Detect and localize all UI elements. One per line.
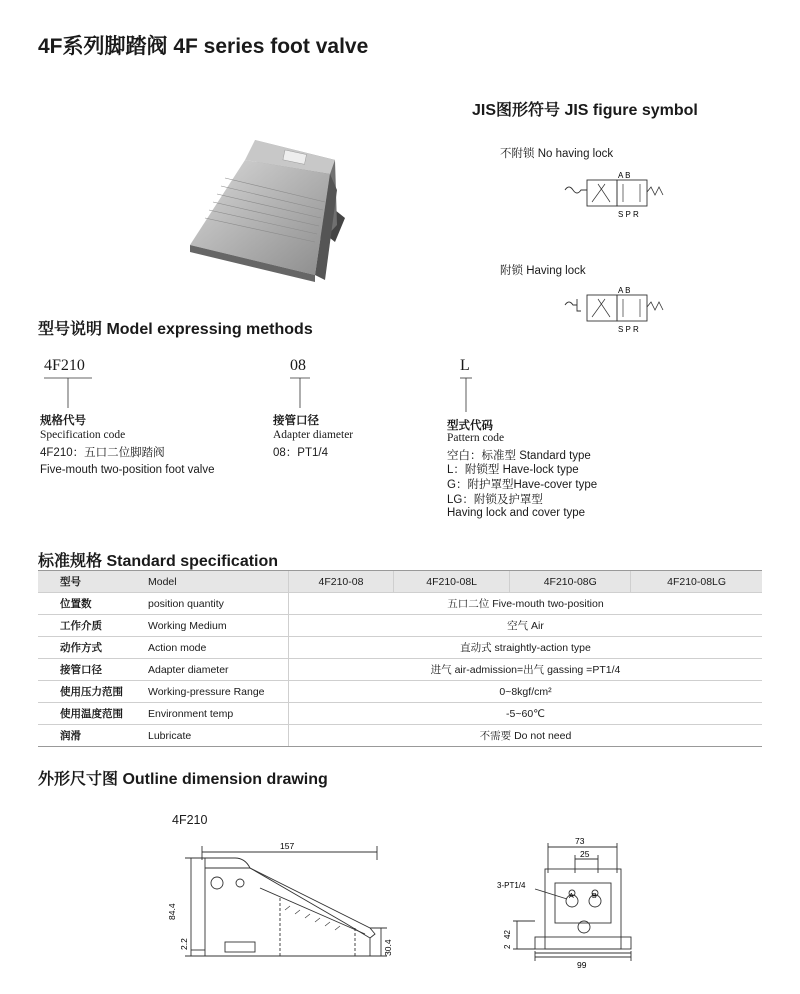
jis-ports-top-lock: A B <box>618 286 631 295</box>
table-row <box>38 725 762 747</box>
page-title: 4F系列脚踏阀 4F series foot valve <box>38 35 369 58</box>
dim-25: 25 <box>580 849 590 859</box>
dim-port: 3-PT1/4 <box>497 881 526 890</box>
row-value: 空气 Air <box>289 615 763 637</box>
spec-header-model: 4F210-08LG <box>631 571 762 593</box>
jis-symbol-no-lock <box>560 170 670 222</box>
pattern-blank: 空白：标准型 Standard type <box>447 450 591 462</box>
spec-header-en: Model <box>144 571 289 593</box>
row-label-en: Environment temp <box>144 703 289 725</box>
model-code-adapter: 08 <box>290 357 306 374</box>
row-value: 不需要 Do not need <box>289 725 763 747</box>
table-row <box>38 703 762 725</box>
jis-symbol-lock <box>560 285 670 337</box>
row-label-cn: 位置数 <box>38 593 144 615</box>
spec-code-en: Specification code <box>40 429 126 441</box>
row-label-cn: 使用温度范围 <box>38 703 144 725</box>
drawing-model: 4F210 <box>172 813 208 827</box>
jis-ports-bottom: S P R <box>618 210 639 219</box>
jis-ports-bottom-lock: S P R <box>618 325 639 334</box>
row-label-cn: 动作方式 <box>38 637 144 659</box>
dim-2-2: 2.2 <box>179 938 189 950</box>
jis-ports-top: A B <box>618 171 631 180</box>
table-row <box>38 637 762 659</box>
spec-header-cn: 型号 <box>38 571 144 593</box>
dim-73: 73 <box>575 836 585 846</box>
spec-header-model: 4F210-08 <box>289 571 394 593</box>
pattern-en: Pattern code <box>447 432 505 444</box>
spec-code-cn: 规格代号 <box>40 415 86 427</box>
foot-valve-photo <box>185 130 365 290</box>
model-leader-lines <box>0 376 800 416</box>
dim-84-4: 84.4 <box>167 903 177 920</box>
port-b-label: B <box>592 893 597 900</box>
dim-30-4: 30.4 <box>383 939 393 956</box>
pattern-g: G：附护罩型Have-cover type <box>447 479 598 491</box>
dim-42: 42 <box>503 930 512 939</box>
adapter-cn: 接管口径 <box>273 415 319 427</box>
spec-header-model: 4F210-08L <box>393 571 509 593</box>
spec-table <box>38 570 762 747</box>
pattern-lg-en: Having lock and cover type <box>447 507 586 519</box>
table-row <box>38 659 762 681</box>
spec-heading: 标准规格 Standard specification <box>38 553 279 570</box>
side-view-drawing <box>165 838 405 978</box>
row-label-en: Adapter diameter <box>144 659 289 681</box>
port-a-label: A <box>569 893 574 900</box>
row-label-en: position quantity <box>144 593 289 615</box>
adapter-value: 08：PT1/4 <box>273 447 328 459</box>
dim-157: 157 <box>280 841 295 851</box>
row-label-en: Working-pressure Range <box>144 681 289 703</box>
row-label-en: Lubricate <box>144 725 289 747</box>
row-value: 进气 air-admission=出气 gassing =PT1/4 <box>289 659 763 681</box>
row-label-cn: 使用压力范围 <box>38 681 144 703</box>
row-label-cn: 润滑 <box>38 725 144 747</box>
spec-code-value: 4F210：五口二位脚踏阀 <box>40 447 165 459</box>
dim-2: 2 <box>503 944 512 949</box>
row-label-cn: 接管口径 <box>38 659 144 681</box>
model-code-series: 4F210 <box>44 357 85 374</box>
spec-header-model: 4F210-08G <box>510 571 631 593</box>
table-row <box>38 681 762 703</box>
row-value: -5~60℃ <box>289 703 763 725</box>
row-label-en: Working Medium <box>144 615 289 637</box>
model-heading: 型号说明 Model expressing methods <box>38 321 313 338</box>
jis-heading: JIS图形符号 JIS figure symbol <box>472 102 698 119</box>
table-row <box>38 615 762 637</box>
lock-label: 附锁 Having lock <box>500 265 586 277</box>
table-row <box>38 593 762 615</box>
drawing-heading: 外形尺寸图 Outline dimension drawing <box>38 771 328 788</box>
front-view-drawing <box>495 833 655 983</box>
dim-99: 99 <box>577 960 587 970</box>
no-lock-label: 不附锁 No having lock <box>500 148 614 160</box>
pattern-l: L：附锁型 Have-lock type <box>447 464 579 476</box>
spec-code-value-en: Five-mouth two-position foot valve <box>40 464 215 476</box>
pattern-lg: LG：附锁及护罩型 <box>447 494 543 506</box>
row-value: 直动式 straightly-action type <box>289 637 763 659</box>
pattern-cn: 型式代码 <box>447 420 493 432</box>
row-value: 0~8kgf/cm² <box>289 681 763 703</box>
adapter-en: Adapter diameter <box>273 429 354 441</box>
row-value: 五口二位 Five-mouth two-position <box>289 593 763 615</box>
row-label-cn: 工作介质 <box>38 615 144 637</box>
model-code-pattern: L <box>460 357 470 374</box>
spec-table-header <box>38 571 762 593</box>
row-label-en: Action mode <box>144 637 289 659</box>
